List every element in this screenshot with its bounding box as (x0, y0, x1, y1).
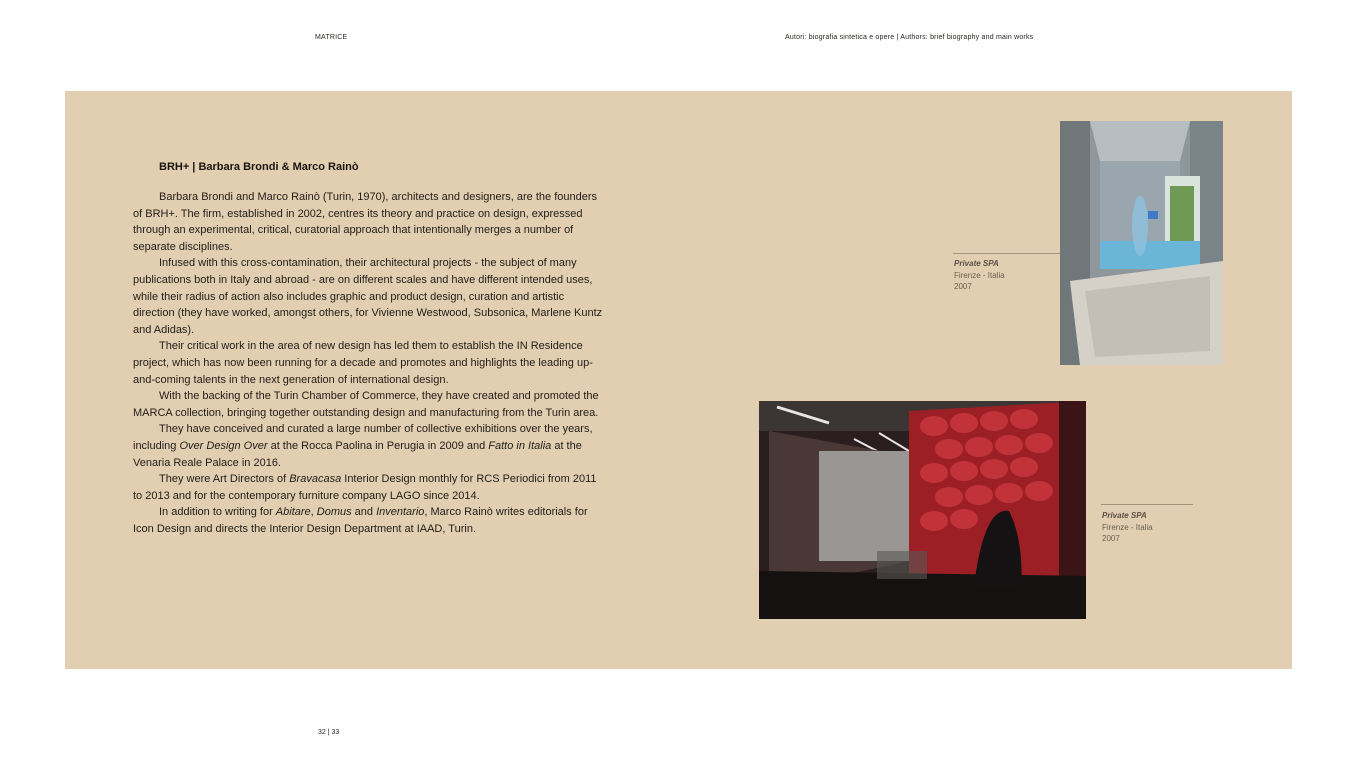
running-head-left: MATRICE (315, 34, 348, 41)
body-paragraph (133, 471, 603, 504)
text-run: at the Venaria Reale Palace in 2016. (133, 439, 582, 469)
text-run: Infused with this cross-contamination, their architectural projects - the subject of many publications both in Italy and abroad - are on different scales and have different intended uses, while their radius of action also includes graphic and product design, curation and artistic direction (they have worked, amongst others, for Vivienne Westwood, Subsonica, Marlene Kuntz and Adidas). (133, 257, 603, 336)
caption-place: Firenze - Italia (1102, 522, 1153, 532)
body-paragraph (133, 255, 603, 338)
body-paragraph (133, 504, 603, 537)
article-body (133, 189, 603, 537)
body-paragraph (133, 338, 603, 388)
text-run: and (351, 506, 377, 519)
text-run: In addition to writing for (159, 506, 276, 519)
text-run: Their critical work in the area of new design has led them to establish the IN Residence project, which has now been running for a decade and promotes and highlights the leading up-and-coming talents in the next generation of international design. (133, 340, 593, 386)
text-run: , Marco Rainò writes editorials for Icon Design and directs the Interior Design Department at IAAD, Turin. (133, 506, 588, 535)
content-panel (65, 91, 1292, 669)
text-run: With the backing of the Turin Chamber of Commerce, they have created and promoted the MARCA collection, bringing together outstanding design and manufacturing from the Turin area. (133, 390, 599, 419)
body-paragraph (133, 421, 603, 471)
spa-bathroom-image (1060, 121, 1223, 365)
text-run: at the Rocca Paolina in Perugia in 2009 and (267, 439, 489, 452)
text-run: , (310, 506, 317, 519)
italic-title: Abitare (275, 506, 311, 519)
photo-caption (954, 258, 1005, 293)
photo-caption (1102, 510, 1153, 545)
article-title: BRH+ | Barbara Brondi & Marco Rainò (159, 161, 359, 173)
caption-leader-line (953, 253, 1060, 254)
red-shingle-room-photo (759, 401, 1086, 619)
text-run: They were Art Directors of (159, 473, 290, 486)
italic-title: Over Design Over (179, 439, 268, 452)
italic-title: Bravacasa (289, 473, 342, 486)
page-numbers: 32 | 33 (318, 729, 340, 736)
caption-year: 2007 (954, 282, 972, 291)
body-paragraph (133, 189, 603, 255)
italic-title: Fatto in Italia (488, 439, 552, 452)
text-run: They have conceived and curated a large number of collective exhibitions over the years, including (133, 423, 593, 452)
text-run: Barbara Brondi and Marco Rainò (Turin, 1970), architects and designers, are the founders of BRH+. The firm, established in 2002, centres its theory and practice on design, expressed through an experimental, critical, curatorial approach that intentionally merges a number of separate disciplines. (133, 191, 597, 253)
italic-title: Inventario (376, 506, 425, 519)
italic-title: Domus (316, 506, 352, 519)
article (133, 161, 603, 537)
text-run: Interior Design monthly for RCS Periodici from 2011 to 2013 and for the contemporary furniture company LAGO since 2014. (133, 473, 597, 502)
caption-leader-line (1101, 504, 1193, 505)
caption-place: Firenze - Italia (954, 270, 1005, 280)
body-paragraph (133, 388, 603, 421)
caption-title: Private SPA (954, 259, 999, 268)
running-head-right: Autori: biografia sintetica e opere | Authors: brief biography and main works (785, 34, 1034, 41)
shingle-room-image (759, 401, 1086, 619)
caption-year: 2007 (1102, 534, 1120, 543)
caption-title: Private SPA (1102, 511, 1147, 520)
private-spa-photo (1060, 121, 1223, 365)
